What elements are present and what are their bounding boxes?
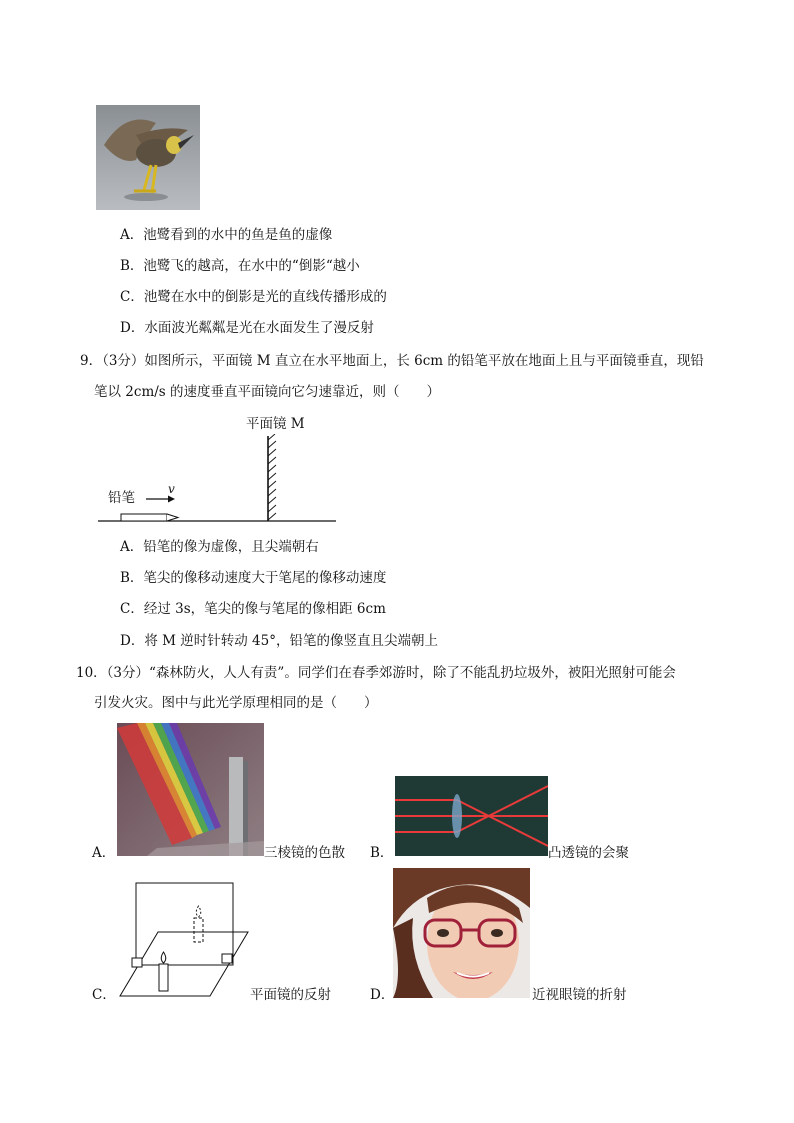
- q10-option-b-caption: 凸透镜的会聚: [548, 845, 629, 861]
- q8-option-d: D．水面波光粼粼是光在水面发生了漫反射: [120, 320, 374, 336]
- velocity-label: v: [168, 482, 175, 496]
- q9-option-c: C．经过 3s，笔尖的像与笔尾的像相距 6cm: [120, 601, 386, 617]
- q10-option-c-letter: C．: [92, 987, 116, 1003]
- convex-lens-photo: [395, 776, 548, 856]
- q8-option-b: B．池鹭飞的越高，在水中的“倒影“越小: [120, 258, 360, 274]
- q10-option-d-letter: D．: [370, 987, 395, 1003]
- q9-stem-line1: 9．（3分）如图所示，平面镜 M 直立在水平地面上，长 6cm 的铅笔平放在地面上且与平面镜垂直，现铅: [80, 353, 704, 369]
- q10-option-a-letter: A．: [92, 845, 116, 861]
- q8-option-a: A．池鹭看到的水中的鱼是鱼的虚像: [120, 227, 333, 243]
- prism-dispersion-photo: [117, 723, 264, 856]
- q9-option-d: D．将 M 逆时针转动 45°，铅笔的像竖直且尖端朝上: [120, 633, 438, 649]
- q10-option-c-caption: 平面镜的反射: [250, 987, 331, 1003]
- mirror-pencil-diagram: [96, 434, 340, 526]
- q10-option-b-letter: B．: [370, 845, 394, 861]
- plane-mirror-candle-diagram: [118, 880, 250, 1000]
- q10-option-d-caption: 近视眼镜的折射: [532, 987, 627, 1003]
- q10-stem-line1: 10．（3分）“森林防火，人人有责”。同学们在春季郊游时，除了不能乱扔垃圾外，被阳光照射可能会: [76, 665, 676, 681]
- heron-photo: [96, 105, 200, 210]
- pencil-label: 铅笔: [108, 490, 135, 506]
- q10-option-a-caption: 三棱镜的色散: [264, 845, 345, 861]
- q9-stem-line2: 笔以 2cm/s 的速度垂直平面镜向它匀速靠近，则（ ）: [94, 384, 441, 400]
- q10-stem-line2: 引发火灾。图中与此光学原理相同的是（ ）: [94, 695, 378, 711]
- q8-option-c: C．池鹭在水中的倒影是光的直线传播形成的: [120, 289, 387, 305]
- q9-option-b: B．笔尖的像移动速度大于笔尾的像移动速度: [120, 570, 387, 586]
- q9-option-a: A．铅笔的像为虚像，且尖端朝右: [120, 539, 319, 555]
- mirror-label: 平面镜 M: [246, 416, 305, 432]
- myopia-glasses-photo: [393, 868, 530, 998]
